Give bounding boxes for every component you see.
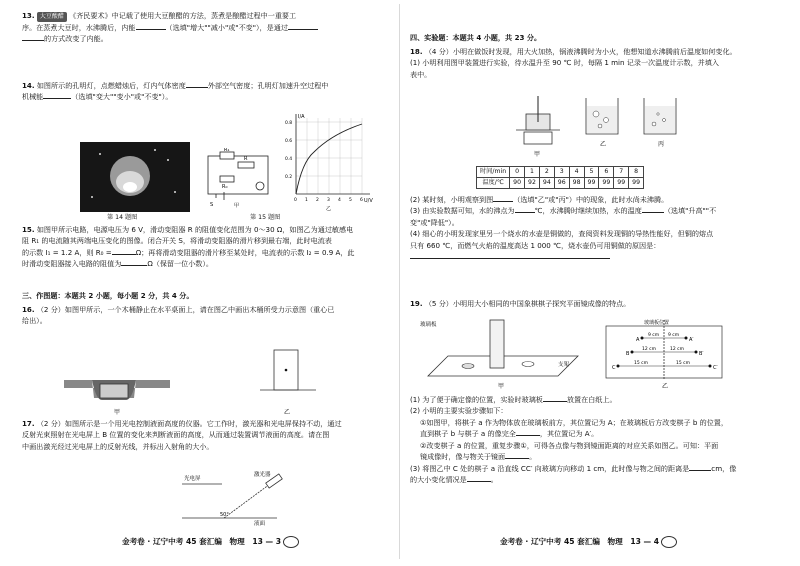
lantern-photo bbox=[80, 142, 190, 212]
sub-label-jia: 甲 bbox=[114, 409, 121, 416]
distance-label: 9 cm bbox=[648, 333, 660, 338]
bucket-figure-yi bbox=[258, 344, 318, 418]
topic-tag: 大豆酸醋 bbox=[37, 12, 67, 22]
question-19-parts: (1) 为了便于确定像的位置，实验时玻璃板 放置在白纸上。 (2) 小明的主要实验步骤如下： ①如图甲，将棋子 a 作为物体放在玻璃板前方，其位置记为 A；在玻璃板后方改变棋子 b 的位置， 直到棋子 b 与棋子 a 的像完全 ，其位置记为 A′。 ②改变棋子 a 的位置，重复步骤①，可得各点像与物到镜面距离的对应关系如图乙。可知：平面 镜成像时，像与物关于镜面 。 (3) 将图乙中 C 处的棋子 a 沿直线 CC′ 向玻璃方向移动 1 cm，此时像与物之间的距离是 cm，像 的大小变化情况是 。 bbox=[410, 395, 737, 485]
x-tick: 0 bbox=[294, 198, 297, 203]
switch-label: S bbox=[210, 202, 214, 208]
section-4-heading: 四、实验题：本题共 4 小题，共 23 分。 bbox=[410, 33, 542, 42]
distance-label: 12 cm bbox=[642, 347, 657, 352]
mirror-positions-yi bbox=[604, 318, 724, 390]
logo-icon bbox=[283, 536, 299, 548]
left-footer: 金考卷 · 辽宁中考 45 套汇编 物理 13 — 3 bbox=[122, 536, 299, 548]
answer-blank[interactable] bbox=[467, 475, 491, 482]
laser-diagram bbox=[162, 470, 292, 526]
question-17: 17. （2 分）如图所示是一个用光电控制液面高度的仪器。它工作时，激光器和光电屏保持不动，通过 反射光束照射在光电屏上 B 位置的变化来判断液面的高度，从而通过装置调节液面的高度。请在图 中画出激光经过光电屏上的反射光线，并标出入射角的大小。 bbox=[22, 419, 342, 451]
x-tick: 1 bbox=[305, 198, 308, 203]
laser-label: 激光器 bbox=[254, 472, 271, 478]
y-tick: 0.8 bbox=[285, 121, 293, 126]
table-row: 温度/℃ 90 92 94 96 98 99 99 99 99 bbox=[477, 178, 644, 189]
distance-label: 12 cm bbox=[670, 347, 685, 352]
point-label: A′ bbox=[689, 337, 694, 343]
r-label: R bbox=[244, 156, 248, 162]
distance-label: 15 cm bbox=[634, 361, 649, 366]
left-page bbox=[22, 0, 394, 566]
answer-blank[interactable] bbox=[112, 248, 136, 255]
sub-label-yi: 乙 bbox=[662, 383, 669, 390]
screen-label: 光电屏 bbox=[184, 476, 201, 482]
y-tick: 0.6 bbox=[285, 139, 293, 144]
answer-blank[interactable] bbox=[642, 206, 664, 213]
distance-label: 15 cm bbox=[676, 361, 691, 366]
sub-label-bing: 丙 bbox=[658, 141, 665, 148]
question-18: 18. （4 分）小明在做饭时发现，用大火加热，锅液沸腾时为小火，他想知道水沸腾前后温度如何变化。 (1) 小明利用图甲装置进行实验，待水温升至 90 ℃ 时，每隔 1 min 记录一次温度计示数，并填入 表中。 bbox=[410, 47, 737, 79]
answer-blank[interactable] bbox=[515, 206, 535, 213]
question-13: 13. 大豆酸醋 《齐民要术》中记载了使用大豆酿醋的方法，蒸煮是酿醋过程中一重要工 序。在蒸煮大豆时，水沸腾后，内能 （选填"增大""减小"或"不变"），是通过 的方式改变了内能。 bbox=[22, 10, 394, 45]
x-tick: 4 bbox=[338, 198, 341, 203]
x-tick: 5 bbox=[349, 198, 352, 203]
section-3-heading: 三、作图题：本题共 2 小题，每小题 2 分，共 4 分。 bbox=[22, 291, 194, 300]
temperature-table bbox=[476, 166, 644, 189]
position-label: 玻璃板位置 bbox=[644, 320, 670, 326]
glass-label: 玻璃板 bbox=[420, 322, 437, 328]
point-label: C bbox=[612, 365, 616, 371]
question-18-parts: (2) 某时刻，小明观察到图 （选填"乙"或"丙"）中的现象，此时水尚未沸腾。 (3) 由实验数据可知，水的沸点为 ℃，水沸腾时继续加热，水的温度 （选填"升高""不 变"或"降低"）。 (4) 细心的小明发现家里另一个烧水的水壶是铜做的，查阅资料发现铜的导热性能好，但铜的熔点 只有 660 ℃，而燃气火焰的温度高达 1 000 ℃，烧水壶仍可用铜做的原因是： bbox=[410, 194, 782, 263]
page-gutter bbox=[399, 4, 400, 559]
question-14: 14. 如图所示的孔明灯，点燃蜡烛后，灯内气体密度 外部空气密度；孔明灯加速升空过程中 机械能 （选填"变大""变小"或"不变"）。 bbox=[22, 81, 329, 102]
sub-label-yi: 乙 bbox=[326, 206, 332, 212]
fig15-caption: 第 15 题图 bbox=[250, 214, 281, 221]
sub-label-yi: 乙 bbox=[284, 409, 291, 416]
distance-label: 9 cm bbox=[668, 333, 680, 338]
point-label: C′ bbox=[713, 365, 718, 371]
answer-blank[interactable] bbox=[505, 452, 529, 459]
beaker-jia bbox=[516, 96, 560, 158]
answer-blank[interactable] bbox=[543, 395, 567, 402]
fig14-caption: 第 14 题图 bbox=[107, 214, 138, 221]
table-row: 时间/min 0 1 2 3 4 5 6 7 8 bbox=[477, 167, 644, 178]
logo-icon bbox=[661, 536, 677, 548]
x-tick: 2 bbox=[316, 198, 319, 203]
point-label: B′ bbox=[699, 351, 704, 357]
r1-label: R₁ bbox=[224, 148, 230, 153]
beaker-bing bbox=[644, 98, 676, 148]
sub-label-jia: 甲 bbox=[498, 383, 505, 390]
answer-blank[interactable] bbox=[410, 252, 610, 259]
point-label: B bbox=[626, 351, 630, 357]
angle-label: 50° bbox=[220, 512, 229, 518]
mirror-setup-jia bbox=[418, 316, 588, 390]
question-15: 15. 如图甲所示电路，电源电压为 6 V，滑动变阻器 R 的阻值变化范围为 0～30 Ω，如图乙为通过敏感电 阻 R₁ 的电流随其两端电压变化的图像。闭合开关 S，将滑动变阻器的滑片移到最右端，此时电流表 的示数 I₁ = 1.2 A，则 R₀ = Ω；再将滑动变阻器的滑片移至某处时，电流表的示数 I₂ = 0.9 A，此 时滑动变阻器接入电路的阻值为 Ω（保留一位小数）。 bbox=[22, 225, 355, 269]
circuit-diagram bbox=[198, 148, 278, 208]
question-19: 19. （5 分）小明用大小相同的中国象棋棋子探究平面镜成像的特点。 bbox=[410, 299, 631, 308]
answer-blank[interactable] bbox=[689, 464, 711, 471]
bucket-figure-jia bbox=[62, 340, 172, 418]
beaker-figures bbox=[506, 94, 706, 160]
stand-label: 支架 bbox=[558, 362, 570, 368]
x-tick: 3 bbox=[327, 198, 330, 203]
sub-label-jia: 甲 bbox=[534, 151, 541, 158]
liquid-label: 液面 bbox=[254, 521, 266, 526]
y-tick: 0.2 bbox=[285, 175, 293, 180]
answer-blank[interactable] bbox=[43, 92, 71, 99]
answer-blank[interactable] bbox=[516, 429, 540, 436]
x-tick: 6 bbox=[360, 198, 363, 203]
answer-blank[interactable] bbox=[121, 259, 147, 266]
answer-blank[interactable] bbox=[493, 195, 513, 202]
answer-blank[interactable] bbox=[136, 23, 166, 30]
sub-label-yi: 乙 bbox=[600, 141, 607, 148]
y-axis-label: I/A bbox=[298, 114, 305, 120]
right-page bbox=[410, 0, 782, 566]
iv-graph bbox=[284, 112, 374, 212]
right-footer: 金考卷 · 辽宁中考 45 套汇编 物理 13 — 4 bbox=[500, 536, 677, 548]
r0-label: R₀ bbox=[222, 184, 228, 190]
x-axis-label: U/V bbox=[364, 198, 373, 204]
answer-blank[interactable] bbox=[22, 34, 44, 41]
answer-blank[interactable] bbox=[186, 81, 208, 88]
sub-label-jia: 甲 bbox=[234, 203, 240, 208]
question-16: 16. （2 分）如图甲所示，一个木桶静止在水平桌面上，请在图乙中画出木桶所受力示意图（重心已 给出）。 bbox=[22, 305, 335, 326]
beaker-yi bbox=[586, 98, 618, 148]
point-label: A bbox=[636, 337, 640, 343]
y-tick: 0.4 bbox=[285, 157, 293, 162]
answer-blank[interactable] bbox=[288, 23, 318, 30]
